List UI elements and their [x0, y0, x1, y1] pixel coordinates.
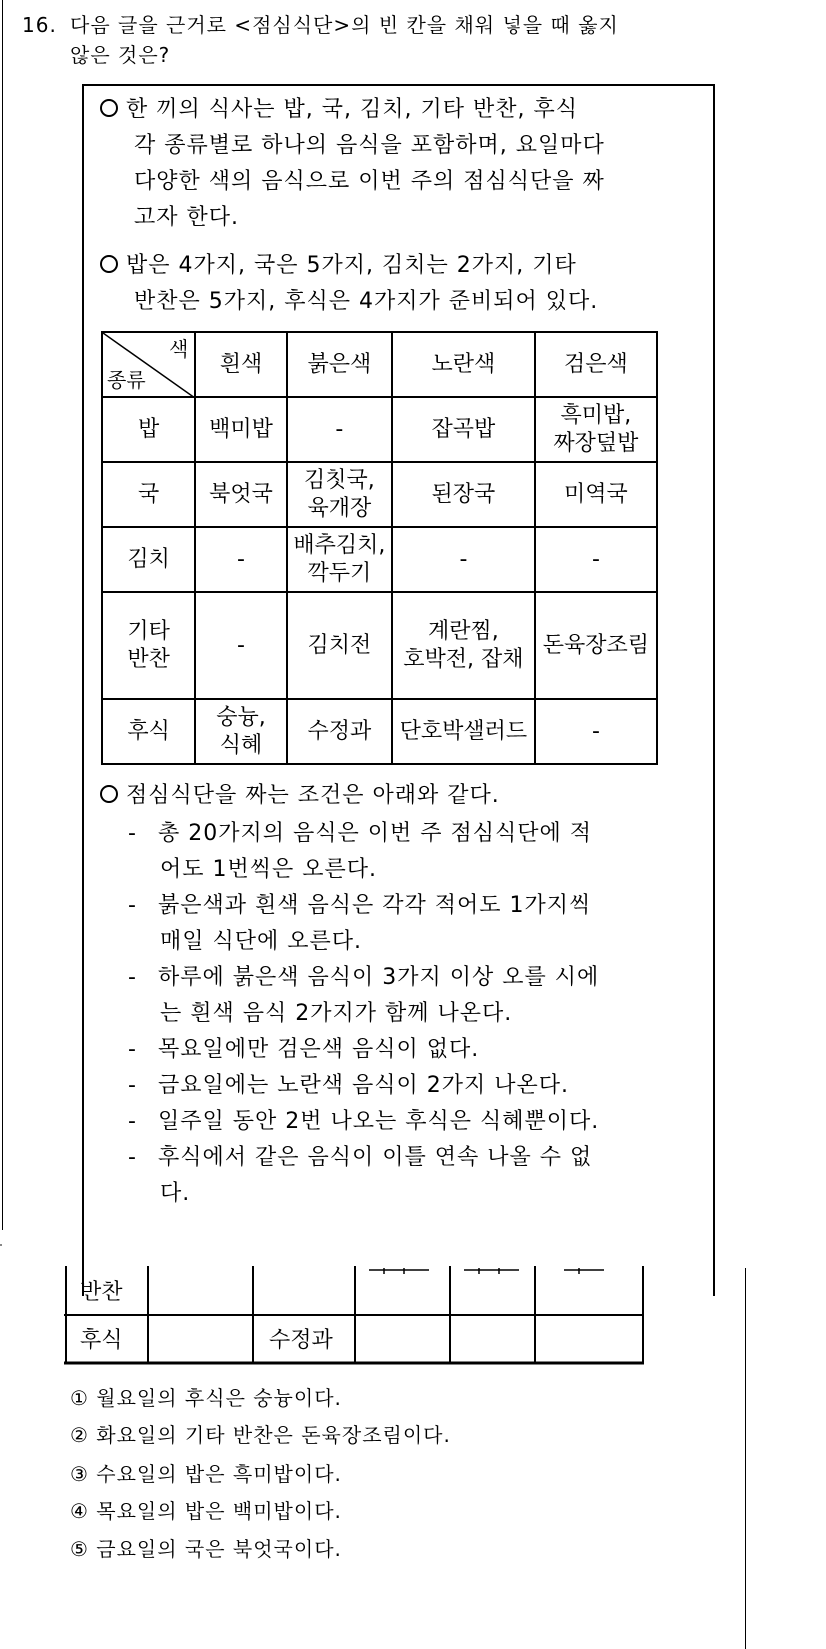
circle-bullet-icon	[100, 255, 118, 273]
conditions-list	[128, 816, 599, 1212]
question-stem-line1: 다음 글을 근거로 <점심식단>의 빈 칸을 채워 넣을 때 옳지	[70, 13, 619, 37]
dash-bullet: -	[128, 1109, 137, 1134]
header-cell: 흰색	[195, 332, 286, 397]
fragment-right-border	[745, 1268, 746, 1649]
condition-item	[128, 1140, 599, 1212]
table-cell: 잡곡밥	[392, 397, 535, 462]
choice-1[interactable]: ① 월요일의 후식은 숭늉이다.	[70, 1386, 342, 1410]
table-cell: 계란찜, 호박전, 잡채	[392, 592, 535, 699]
table-cell: -	[195, 592, 286, 699]
dash-bullet: -	[128, 821, 137, 846]
table-cell: 북엇국	[195, 462, 286, 527]
table-cell: -	[195, 527, 286, 592]
condition-line: 어도 1번씩은 오른다.	[160, 857, 377, 882]
condition-line: 총 20가지의 음식은 이번 주 점심식단에 적	[158, 821, 592, 846]
fragment-row2-value: 수정과	[269, 1328, 333, 1353]
dash-bullet: -	[128, 1037, 137, 1062]
condition-line: 는 흰색 음식 2가지가 함께 나온다.	[160, 1001, 513, 1026]
table-row	[102, 462, 657, 527]
para1-line: 한 끼의 식사는 밥, 국, 김치, 기타 반찬, 후식	[126, 97, 578, 122]
condition-item	[128, 1104, 599, 1140]
crop-divider-left	[0, 1244, 2, 1246]
table-cell: 미역국	[535, 462, 657, 527]
para1	[100, 92, 605, 236]
circle-bullet-icon	[100, 99, 118, 117]
table-cell: 김칫국, 육개장	[287, 462, 392, 527]
choice-2[interactable]: ② 화요일의 기타 반찬은 돈육장조림이다.	[70, 1423, 451, 1447]
row-label: 국	[102, 462, 195, 527]
dash-bullet: -	[128, 965, 137, 990]
table-cell: -	[392, 527, 535, 592]
corner-bottom-label: 종류	[107, 368, 146, 392]
table-row	[102, 397, 657, 462]
dash-bullet: -	[128, 1073, 137, 1098]
condition-item	[128, 1032, 599, 1068]
table-row	[102, 527, 657, 592]
para3	[100, 778, 500, 814]
fragment-table	[64, 1266, 646, 1366]
condition-line: 하루에 붉은색 음식이 3가지 이상 오를 시에	[158, 965, 600, 990]
dash-bullet: -	[128, 893, 137, 918]
header-cell: 노란색	[392, 332, 535, 397]
page-left-border	[2, 0, 3, 1230]
para1-line: 다양한 색의 음식으로 이번 주의 점심식단을 짜	[134, 169, 605, 194]
para1-line: 각 종류별로 하나의 음식을 포함하며, 요일마다	[134, 133, 605, 158]
row-label: 기타 반찬	[102, 592, 195, 699]
para2-line: 밥은 4가지, 국은 5가지, 김치는 2가지, 기타	[126, 253, 577, 278]
table-cell: -	[535, 699, 657, 764]
condition-line: 일주일 동안 2번 나오는 후식은 식혜뿐이다.	[158, 1109, 600, 1134]
table-cell: -	[287, 397, 392, 462]
condition-line: 붉은색과 흰색 음식은 각각 적어도 1가지씩	[158, 893, 592, 918]
table-cell: -	[535, 527, 657, 592]
condition-item	[128, 1068, 599, 1104]
question-stem-line2: 않은 것은?	[70, 43, 171, 67]
choice-3[interactable]: ③ 수요일의 밥은 흑미밥이다.	[70, 1462, 342, 1486]
dash-bullet: -	[128, 1145, 137, 1170]
menu-table	[101, 331, 658, 765]
condition-item	[128, 816, 599, 888]
table-cell: 흑미밥, 짜장덮밥	[535, 397, 657, 462]
table-cell: 백미밥	[195, 397, 286, 462]
para3-line: 점심식단을 짜는 조건은 아래와 같다.	[126, 783, 500, 808]
condition-item	[128, 960, 599, 1032]
row-label: 후식	[102, 699, 195, 764]
table-cell: 돈육장조림	[535, 592, 657, 699]
question-number: 16.	[22, 13, 57, 37]
fragment-row2-label: 후식	[80, 1328, 123, 1353]
para1-line: 고자 한다.	[134, 205, 239, 230]
table-corner-cell	[102, 332, 195, 397]
choice-5[interactable]: ⑤ 금요일의 국은 북엇국이다.	[70, 1537, 342, 1561]
circle-bullet-icon	[100, 785, 118, 803]
para2	[100, 248, 598, 320]
condition-line: 목요일에만 검은색 음식이 없다.	[158, 1037, 480, 1062]
para2-line: 반찬은 5가지, 후식은 4가지가 준비되어 있다.	[134, 289, 599, 314]
header-cell: 검은색	[535, 332, 657, 397]
condition-line: 매일 식단에 오른다.	[160, 929, 362, 954]
row-label: 밥	[102, 397, 195, 462]
condition-line: 후식에서 같은 음식이 이틀 연속 나올 수 없	[158, 1145, 593, 1170]
choice-4[interactable]: ④ 목요일의 밥은 백미밥이다.	[70, 1499, 342, 1523]
table-cell: 수정과	[287, 699, 392, 764]
table-cell: 된장국	[392, 462, 535, 527]
row-label: 김치	[102, 527, 195, 592]
corner-top-label: 색	[168, 337, 189, 361]
condition-line: 금요일에는 노란색 음식이 2가지 나온다.	[158, 1073, 569, 1098]
fragment-row1-label: 반찬	[80, 1280, 123, 1305]
table-row	[102, 699, 657, 764]
condition-line: 다.	[160, 1181, 191, 1206]
table-row	[102, 592, 657, 699]
table-cell: 숭늉, 식혜	[195, 699, 286, 764]
header-cell: 붉은색	[287, 332, 392, 397]
table-cell: 김치전	[287, 592, 392, 699]
table-cell: 단호박샐러드	[392, 699, 535, 764]
condition-item	[128, 888, 599, 960]
table-cell: 배추김치, 깍두기	[287, 527, 392, 592]
